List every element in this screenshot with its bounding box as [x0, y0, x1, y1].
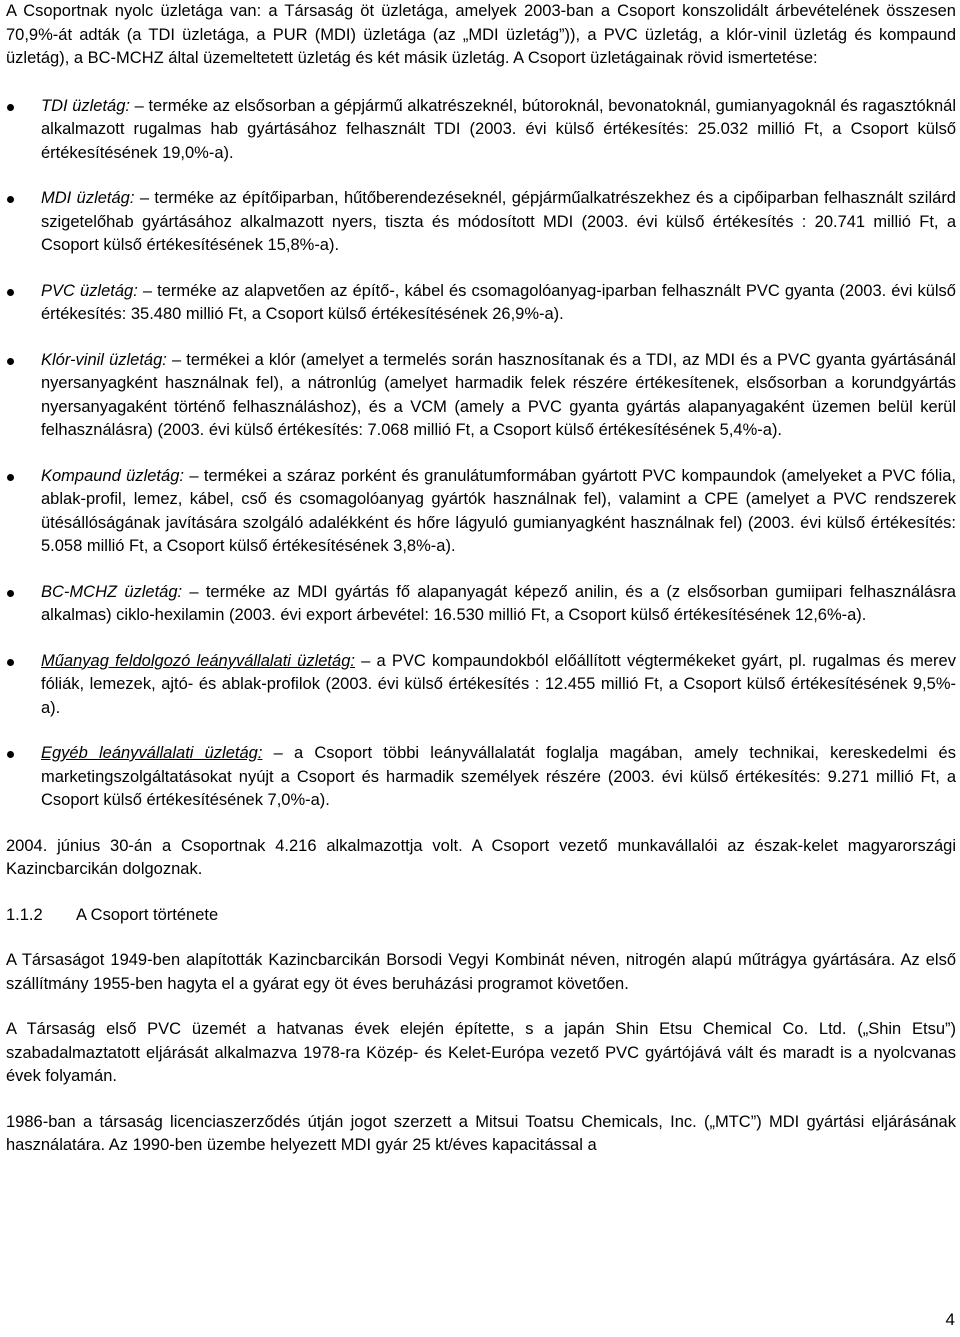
bullet-icon	[7, 289, 14, 296]
bullet-icon	[7, 196, 14, 203]
segment-text: termékei a klór (amelyet a termelés során hasznosítanak és a TDI, az MDI és a PVC gyanta gyártásánál nyersanyagként használnak fel), a nátronlúg (amelyet harmadik felek részére értékesítenek, elsősorban a korundgyártás nyersanyagaként történő felhasználáshoz), és a VCM (amely a PVC gyanta gyártás alapanyagaként üzemen belül kerül felhasználásra) (2003. évi külső értékesítés: 7.068 millió Ft, a Csoport külső értékesítésének 5,4%-a).	[41, 350, 956, 439]
list-item: Klór-vinil üzletág: – termékei a klór (amelyet a termelés során hasznosítanak és a TDI, az MDI és a PVC gyanta gyártásánál nyersanyagként használnak fel), a nátronlúg (amelyet harmadik felek részére értékesítenek, elsősorban a korundgyártás nyersanyagaként történő felhasználáshoz), és a VCM (amely a PVC gyanta gyártás alapanyagaként üzemen belül kerül felhasználásra) (2003. évi külső értékesítés: 7.068 millió Ft, a Csoport külső értékesítésének 5,4%-a).	[6, 349, 956, 443]
segment-text: terméke az építőiparban, hűtőberendezéseknél, gépjárműalkatrészekhez és a cipőiparban felhasznált szilárd szigetelőhab gyártásához alkalmazott nyers, tiszta és módosított MDI (2003. évi külső értékesítés : 20.741 millió Ft, a Csoport külső értékesítésének 15,8%-a).	[41, 189, 956, 254]
segment-text: a Csoport többi leányvállalatát foglalja magában, amely technikai, kereskedelmi és marketingszolgáltatásokat nyújt a Csoport és harmadik személyek részére (2003. évi külső értékesítés: 9.271 millió Ft, a Csoport külső értékesítésének 7,0%-a).	[41, 744, 956, 809]
list-item: MDI üzletág: – terméke az építőiparban, hűtőberendezéseknél, gépjárműalkatrészekhez és a cipőiparban felhasznált szilárd szigetelőhab gyártásához alkalmazott nyers, tiszta és módosított MDI (2003. évi külső értékesítés : 20.741 millió Ft, a Csoport külső értékesítésének 15,8%-a).	[6, 187, 956, 258]
employees-paragraph: 2004. június 30-án a Csoportnak 4.216 alkalmazottja volt. A Csoport vezető munkavállalói az észak-kelet magyarországi Kazincbarcikán dolgoznak.	[6, 836, 956, 878]
list-item: BC-MCHZ üzletág: – terméke az MDI gyártás fő alapanyagát képező anilin, és a (z elsősorban gumiipari felhasználásra alkalmas) ciklo-hexilamin (2003. évi export árbevétel: 16.530 millió Ft, a Csoport külső értékesítésének 12,6%-a).	[6, 581, 956, 628]
bullet-icon	[7, 358, 14, 365]
segment-term: PVC üzletág:	[41, 281, 138, 300]
segment-term: Kompaund üzletág:	[41, 466, 184, 485]
segment-text: termékei a száraz porként és granulátumformában gyártott PVC kompaundok (amelyeket a PVC fólia, ablak-profil, lemez, kábel, cső és csomagolóanyag gyártók használnak fel), valamint a CPE (amelyet a PVC rendszerek ütésállóságának javítására szolgáló adalékként és hőre lágyuló gumianyagként használnak fel) (2003. évi külső értékesítés: 5.058 millió Ft, a Csoport külső értékesítésének 3,8%-a).	[41, 466, 957, 555]
segment-text: terméke az MDI gyártás fő alapanyagát képező anilin, és a (z elsősorban gumiipari felhasználásra alkalmas) ciklo-hexilamin (2003. évi export árbevétel: 16.530 millió Ft, a Csoport külső értékesítésének 12,6%-a).	[41, 582, 956, 624]
segment-text: terméke az alapvetően az építő-, kábel és csomagolóanyag-iparban felhasznált PVC gyanta (2003. évi külső értékesítés: 35.480 millió Ft, a Csoport külső értékesítésének 26,9%-a).	[41, 281, 956, 323]
section-number: 1.1.2	[6, 905, 43, 924]
bullet-icon	[7, 659, 14, 666]
document-page	[6, 0, 956, 1158]
history-paragraph: A Társaságot 1949-ben alapították Kazincbarcikán Borsodi Vegyi Kombinát néven, nitrogén alapú műtrágya gyártására. Az első szállítmány 1955-ben hagyta el a gyárat egy öt éves beruházási programot követően.	[6, 951, 956, 993]
section-title: A Csoport története	[76, 905, 219, 924]
bullet-icon	[7, 590, 14, 597]
segment-term: Egyéb leányvállalati üzletág:	[41, 744, 263, 762]
segment-text: a PVC kompaundokból előállított végtermékeket gyárt, pl. rugalmas és merev fóliák, lemezek, ajtó- és ablak-profilok (2003. évi külső értékesítés : 12.455 millió Ft, a Csoport külső értékesítésének 9,5%-a).	[41, 651, 956, 717]
bullet-icon	[7, 751, 14, 758]
bullet-icon	[7, 474, 14, 481]
section-heading	[6, 904, 956, 928]
list-item: Egyéb leányvállalati üzletág: – a Csoport többi leányvállalatát foglalja magában, amely technikai, kereskedelmi és marketingszolgáltatásokat nyújt a Csoport és harmadik személyek részére (2003. évi külső értékesítés: 9.271 millió Ft, a Csoport külső értékesítésének 7,0%-a).	[6, 742, 956, 813]
list-item: Műanyag feldolgozó leányvállalati üzletág: – a PVC kompaundokból előállított végtermékeket gyárt, pl. rugalmas és merev fóliák, lemezek, ajtó- és ablak-profilok (2003. évi külső értékesítés : 12.455 millió Ft, a Csoport külső értékesítésének 9,5%-a).	[6, 650, 956, 721]
history-paragraph: A Társaság első PVC üzemét a hatvanas évek elején építette, s a japán Shin Etsu Chemical Co. Ltd. („Shin Etsu”) szabadalmaztatott eljárását alkalmazva 1978-ra Közép- és Kelet-Európa vezető PVC gyártójává vált és maradt is a nyolcvanas évek folyamán.	[6, 1020, 956, 1085]
segment-term: Klór-vinil üzletág:	[41, 350, 167, 369]
page-number: 4	[945, 1310, 955, 1329]
list-item: TDI üzletág: – terméke az elsősorban a gépjármű alkatrészeknél, bútoroknál, bevonatoknál, gumianyagoknál és ragasztóknál alkalmazott rugalmas hab gyártásához felhasznált TDI (2003. évi külső értékesítés: 25.032 millió Ft, a Csoport külső értékesítésének 19,0%-a).	[6, 95, 956, 166]
list-item: PVC üzletág: – terméke az alapvetően az építő-, kábel és csomagolóanyag-iparban felhasznált PVC gyanta (2003. évi külső értékesítés: 35.480 millió Ft, a Csoport külső értékesítésének 26,9%-a).	[6, 280, 956, 327]
segment-term: MDI üzletág:	[41, 189, 135, 207]
segment-text: terméke az elsősorban a gépjármű alkatrészeknél, bútoroknál, bevonatoknál, gumianyagoknál és ragasztóknál alkalmazott rugalmas hab gyártásához felhasznált TDI (2003. évi külső értékesítés: 25.032 millió Ft, a Csoport külső értékesítésének 19,0%-a).	[41, 96, 956, 162]
segment-term: BC-MCHZ üzletág:	[41, 582, 183, 601]
segment-list	[6, 95, 956, 813]
segment-term: Műanyag feldolgozó leányvállalati üzletág:	[41, 651, 355, 670]
bullet-icon	[7, 104, 14, 111]
list-item: Kompaund üzletág: – termékei a száraz porként és granulátumformában gyártott PVC kompaundok (amelyeket a PVC fólia, ablak-profil, lemez, kábel, cső és csomagolóanyag gyártók használnak fel), valamint a CPE (amelyet a PVC rendszerek ütésállóságának javítására szolgáló adalékként és hőre lágyuló gumianyagként használnak fel) (2003. évi külső értékesítés: 5.058 millió Ft, a Csoport külső értékesítésének 3,8%-a).	[6, 465, 956, 559]
history-paragraph: 1986-ban a társaság licenciaszerződés útján jogot szerzett a Mitsui Toatsu Chemicals, Inc. („MTC”) MDI gyártási eljárásának használatára. Az 1990-ben üzembe helyezett MDI gyár 25 kt/éves kapacitással a	[6, 1112, 956, 1154]
segment-term: TDI üzletág:	[41, 96, 130, 115]
intro-paragraph: A Csoportnak nyolc üzletága van: a Társaság öt üzletága, amelyek 2003-ban a Csoport konszolidált árbevételének összesen 70,9%-át adták (a TDI üzletága, a PUR (MDI) üzletága (az „MDI üzletág”)), a PVC üzletág, a klór-vinil üzletág és kompaund üzletág), a BC-MCHZ által üzemeltetett üzletág és két másik üzletág. A Csoport üzletágainak rövid ismertetése:	[6, 2, 956, 67]
